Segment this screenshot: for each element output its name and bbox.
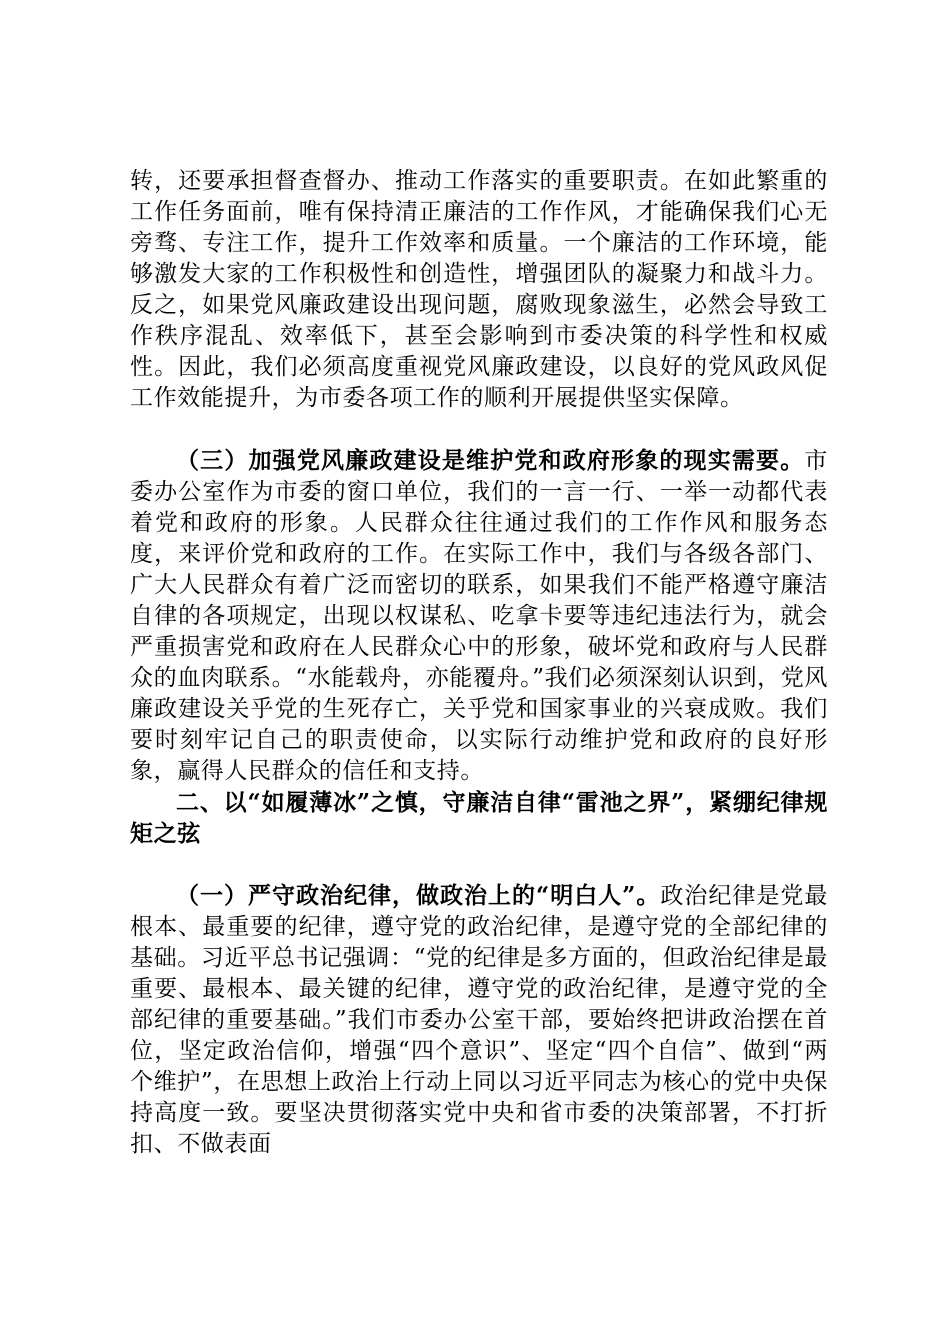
paragraph-three-body: 市委办公室作为市委的窗口单位，我们的一言一行、一举一动都代表着党和政府的形象。人民群众往往通过我们的工作作风和服务态度，来评价党和政府的工作。在实际工作中，我们与各级各部门、广大人民群众有着广泛而密切的联系，如果我们不能严格遵守廉洁自律的各项规定，出现以权谋私、吃拿卡要等违纪违法行为，就会严重损害党和政府在人民群众心中的形象，破坏党和政府与人民群众的血肉联系。“水能载舟，亦能覆舟。”我们必须深刻认识到，党风廉政建设关乎党的生死存亡，关乎党和国家事业的兴衰成败。我们要时刻牢记自己的职责使命，以实际行动维护党和政府的良好形象，赢得人民群众的信任和支持。 (130, 448, 828, 784)
paragraph-three (130, 445, 828, 787)
paragraph-continuation: 转，还要承担督查督办、推动工作落实的重要职责。在如此繁重的工作任务面前，唯有保持清正廉洁的工作作风，才能确保我们心无旁骛、专注工作，提升工作效率和质量。一个廉洁的工作环境，能够激发大家的工作积极性和创造性，增强团队的凝聚力和战斗力。反之，如果党风廉政建设出现问题，腐败现象滋生，必然会导致工作秩序混乱、效率低下，甚至会影响到市委决策的科学性和权威性。因此，我们必须高度重视党风廉政建设，以良好的党风政风促工作效能提升，为市委各项工作的顺利开展提供坚实保障。 (130, 168, 828, 411)
paragraph-one-body: 政治纪律是党最根本、最重要的纪律，遵守党的政治纪律，是遵守党的全部纪律的基础。习近平总书记强调：“党的纪律是多方面的，但政治纪律是最重要、最根本、最关键的纪律，遵守党的政治纪律，是遵守党的全部纪律的重要基础。”我们市委办公室干部，要始终把讲政治摆在首位，坚定政治信仰，增强“四个意识”、坚定“四个自信”、做到“两个维护”，在思想上政治上行动上同以习近平同志为核心的党中央保持高度一致。要坚决贯彻落实党中央和省市委的决策部署，不打折扣、不做表面 (130, 883, 829, 1157)
paragraph-three-lead: （三）加强党风廉政建设是维护党和政府形象的现实需要。 (176, 447, 805, 474)
paragraph-one-lead: （一）严守政治纪律，做政治上的“明白人”。 (176, 882, 661, 909)
document-page (130, 166, 828, 1160)
section-two-heading: 二、以“如履薄冰”之慎，守廉洁自律“雷池之界”，紧绷纪律规矩之弦 (130, 789, 828, 847)
paragraph-one-political (130, 880, 828, 1160)
